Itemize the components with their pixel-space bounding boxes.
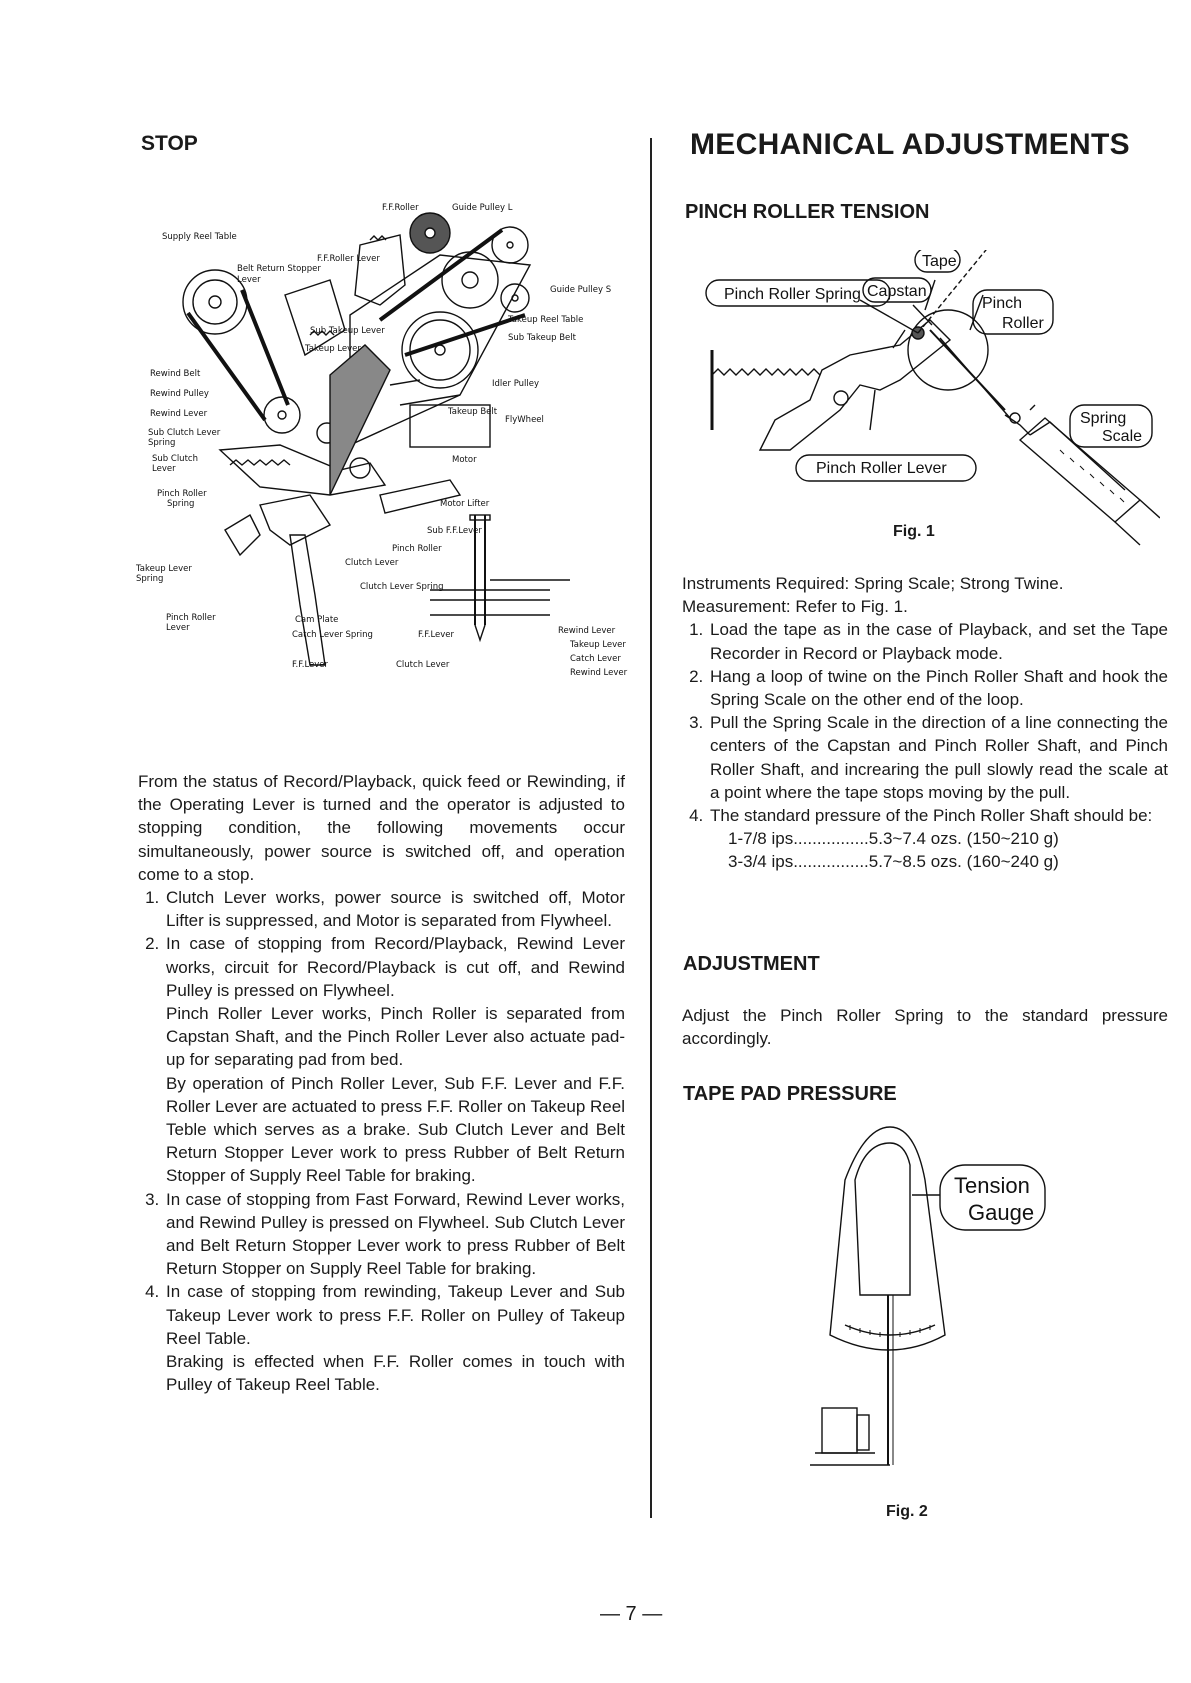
fig1-label-spring: Spring bbox=[1080, 410, 1127, 427]
stop-text bbox=[138, 770, 625, 1396]
label-takeup-lever: Takeup Lever bbox=[305, 344, 361, 354]
adjustment-text: Adjust the Pinch Roller Spring to the standard pressure accordingly. bbox=[682, 1006, 1168, 1049]
pinch-step-2: 2. Hang a loop of twine on the Pinch Roller Shaft and hook the Spring Scale on the other end of the loop. bbox=[708, 665, 1168, 711]
fig2-caption: Fig. 2 bbox=[886, 1503, 928, 1520]
label-clutch-lever: Clutch Lever bbox=[345, 558, 399, 568]
stop-step-3-text: 3. In case of stopping from Fast Forward, Rewind Lever works, and Rewind Pulley is pressed on Flywheel. Sub Clutch Lever and Belt Return Stopper Lever work to press Rubber of Belt Return Stopper on Supply Reel Table for braking. bbox=[166, 1189, 625, 1279]
spec-1: 1-7/8 ips................5.3~7.4 ozs. (150~210 g) bbox=[728, 829, 1059, 849]
stop-steps bbox=[138, 886, 625, 1396]
pinch-roller-tension-heading: PINCH ROLLER TENSION bbox=[685, 201, 930, 223]
label-rewind-lever-r2: Rewind Lever bbox=[570, 668, 628, 678]
label-motor: Motor bbox=[452, 455, 477, 465]
label-pinch-roller-lever-2: Lever bbox=[166, 623, 190, 633]
stop-step-4-text-b: Braking is effected when F.F. Roller comes in touch with Pulley of Takeup Reel Table. bbox=[166, 1352, 625, 1395]
label-catch-lever-spring: Catch Lever Spring bbox=[292, 630, 373, 640]
fig1-caption: Fig. 1 bbox=[893, 523, 935, 540]
label-flywheel: FlyWheel bbox=[505, 415, 544, 425]
fig2-tension-gauge-diagram bbox=[790, 1125, 1070, 1475]
measurement: Measurement: Refer to Fig. 1. bbox=[682, 597, 908, 617]
pinch-step-3: 3. Pull the Spring Scale in the direction of a line connecting the centers of the Capstan and Pinch Roller Shaft, and Pinch Roller Shaft, and increaring the pull slowly read the scale at a point where the tape stops moving by the pull. bbox=[708, 711, 1168, 804]
stop-step-1-text: 1. Clutch Lever works, power source is switched off, Motor Lifter is suppressed, and Motor is separated from Flywheel. bbox=[166, 888, 625, 931]
fig1-label-pinch-2: Roller bbox=[1002, 315, 1044, 332]
stop-step-3 bbox=[164, 1188, 625, 1281]
label-pinch-roller-lever: Pinch Roller bbox=[166, 613, 216, 623]
stop-intro: From the status of Record/Playback, quick feed or Rewinding, if the Operating Lever is turned and the operator is adjusted to stopping condition, the following movements occur simultaneously, power source is switched off, and operation come to a stop. bbox=[138, 772, 625, 884]
page-title: MECHANICAL ADJUSTMENTS bbox=[690, 128, 1130, 161]
fig1-label-pinch-1: Pinch bbox=[982, 295, 1023, 312]
pinch-text bbox=[682, 572, 1168, 874]
pinch-steps bbox=[682, 618, 1168, 827]
stop-step-1 bbox=[164, 886, 625, 932]
stop-step-4-text-a: 4. In case of stopping from rewinding, Takeup Lever and Sub Takeup Lever work to press F.F. Roller on Pulley of Takeup Reel Table. bbox=[166, 1282, 625, 1348]
stop-step-2-text-c: By operation of Pinch Roller Lever, Sub F.F. Lever and F.F. Roller Lever are actuated to press F.F. Roller on Takeup Reel Teble which serves as a brake. Sub Clutch Lever and Belt Return Stopper Lever work to press Rubber of Belt Return Stopper of Supply Reel Table for braking. bbox=[166, 1073, 625, 1186]
label-cam-plate: Cam Plate bbox=[295, 615, 339, 625]
label-ff-roller: F.F.Roller bbox=[382, 203, 419, 213]
label-takeup-lever-r: Takeup Lever bbox=[570, 640, 626, 650]
label-sub-takeup-belt: Sub Takeup Belt bbox=[508, 333, 576, 343]
label-sub-clutch-lever-spring: Sub Clutch Lever bbox=[148, 428, 221, 438]
label-pinch-roller: Pinch Roller bbox=[392, 544, 442, 554]
fig1-label-scale: Scale bbox=[1102, 428, 1143, 445]
spec-2: 3-3/4 ips................5.7~8.5 ozs. (160~240 g) bbox=[728, 852, 1059, 872]
fig2-label-gauge: Gauge bbox=[968, 1200, 1035, 1225]
label-belt-return-stopper-lever: Lever bbox=[237, 275, 261, 285]
label-clutch-lever-spring: Clutch Lever Spring bbox=[360, 582, 444, 592]
fig1-pinch-roller-diagram bbox=[700, 250, 1160, 550]
label-takeup-lever-spring: Takeup Lever bbox=[136, 564, 192, 574]
label-takeup-belt: Takeup Belt bbox=[448, 407, 498, 417]
label-catch-lever-r: Catch Lever bbox=[570, 654, 621, 664]
label-rewind-lever: Rewind Lever bbox=[150, 409, 208, 419]
fig1-label-capstan: Capstan bbox=[867, 283, 927, 300]
instruments-required: Instruments Required: Spring Scale; Strong Twine. bbox=[682, 574, 1064, 593]
label-guide-pulley-s: Guide Pulley S bbox=[550, 285, 612, 295]
label-ff-roller-lever: F.F.Roller Lever bbox=[317, 254, 380, 264]
label-pinch-roller-spring: Pinch Roller bbox=[157, 489, 207, 499]
fig1-label-pinch-roller-spring: Pinch Roller Spring bbox=[724, 286, 861, 303]
stop-mechanism-diagram bbox=[130, 195, 640, 685]
label-sub-ff-lever: Sub F.F.Lever bbox=[427, 526, 482, 536]
label-takeup-lever-spring-2: Spring bbox=[136, 574, 164, 584]
label-supply-reel-table: Supply Reel Table bbox=[162, 232, 237, 242]
fig2-label-tension: Tension bbox=[954, 1173, 1030, 1198]
label-sub-clutch-lever-2: Lever bbox=[152, 464, 176, 474]
tape-pad-pressure-heading: TAPE PAD PRESSURE bbox=[683, 1083, 897, 1105]
label-ff-lever-bottom: F.F.Lever bbox=[292, 660, 329, 670]
label-clutch-lever-bottom: Clutch Lever bbox=[396, 660, 450, 670]
stop-step-2-text-b: Pinch Roller Lever works, Pinch Roller is separated from Capstan Shaft, and the Pinch Roller Lever also actuate pad-up for separating pad from bed. bbox=[166, 1004, 625, 1070]
fig1-label-tape: Tape bbox=[922, 253, 957, 270]
stop-step-2 bbox=[164, 932, 625, 1187]
stop-step-2-text-a: 2. In case of stopping from Record/Playback, Rewind Lever works, circuit for Record/Playback is cut off, and Rewind Pulley is pressed on Flywheel. bbox=[166, 934, 625, 1000]
label-pinch-roller-spring-2: Spring bbox=[167, 499, 195, 509]
stop-heading: STOP bbox=[141, 132, 198, 155]
label-belt-return-stopper: Belt Return Stopper bbox=[237, 264, 321, 274]
label-guide-pulley-l: Guide Pulley L bbox=[452, 203, 513, 213]
fig1-label-pinch-roller-lever: Pinch Roller Lever bbox=[816, 460, 947, 477]
adjustment-heading: ADJUSTMENT bbox=[683, 953, 820, 975]
stop-step-4 bbox=[164, 1280, 625, 1396]
pinch-step-1: 1. Load the tape as in the case of Playback, and set the Tape Recorder in Record or Playback mode. bbox=[708, 618, 1168, 664]
label-idler-pulley: Idler Pulley bbox=[492, 379, 540, 389]
label-ff-lever-right: F.F.Lever bbox=[418, 630, 455, 640]
label-rewind-belt: Rewind Belt bbox=[150, 369, 201, 379]
label-sub-takeup-lever: Sub Takeup Lever bbox=[310, 326, 385, 336]
pinch-step-4: 4. The standard pressure of the Pinch Roller Shaft should be: bbox=[708, 804, 1168, 827]
page-number: — 7 — bbox=[600, 1603, 663, 1625]
label-rewind-pulley: Rewind Pulley bbox=[150, 389, 209, 399]
label-motor-lifter: Motor Lifter bbox=[440, 499, 490, 509]
label-takeup-reel-table: Takeup Reel Table bbox=[508, 315, 584, 325]
label-rewind-lever-r: Rewind Lever bbox=[558, 626, 616, 636]
column-divider bbox=[650, 138, 652, 1518]
label-sub-clutch-lever-spring-2: Spring bbox=[148, 438, 176, 448]
label-sub-clutch-lever: Sub Clutch bbox=[152, 454, 198, 464]
